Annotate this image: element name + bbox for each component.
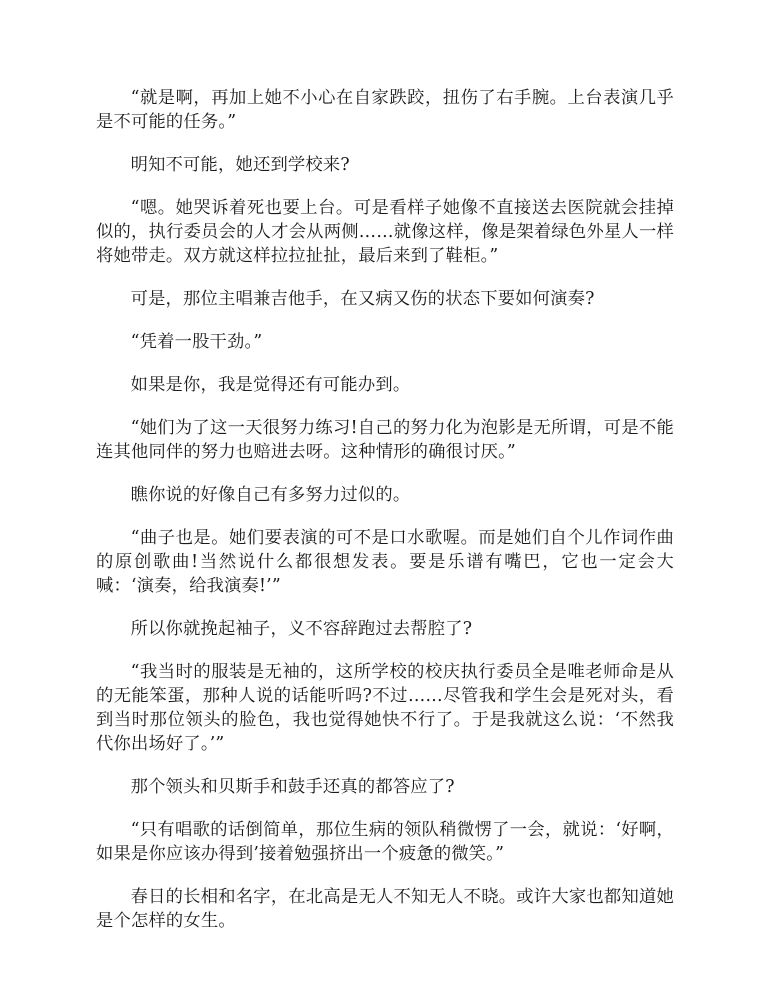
paragraph: 明知不可能，她还到学校来? xyxy=(130,155,350,175)
paragraph: 瞧你说的好像自己有多努力过似的。 xyxy=(130,485,411,505)
paragraph: 所以你就挽起袖子，义不容辞跑过去帮腔了? xyxy=(130,619,473,639)
paragraph: “我当时的服装是无袖的，这所学校的校庆执行委员全是唯老师命是从的无能笨蛋，那种人说的话能听吗?不过……尽管我和学生会是死对头，看到当时那位领头的脸色，我也觉得她快不行了。于是我就这么说：‘不然我代你出场好了。’” xyxy=(96,662,674,754)
paragraph: “只有唱歌的话倒简单，那位生病的领队稍微愣了一会，就说：‘好啊，如果是你应该办得到’接着勉强挤出一个疲惫的微笑。” xyxy=(96,820,674,864)
paragraph: “她们为了这一天很努力练习!自己的努力化为泡影是无所谓，可是不能连其他同伴的努力也赔进去呀。这种情形的确很讨厌。” xyxy=(96,418,674,462)
paragraph: “凭着一股干劲。” xyxy=(130,332,263,352)
paragraph: “就是啊，再加上她不小心在自家跌跤，扭伤了右手腕。上台表演几乎是不可能的任务。” xyxy=(96,88,674,132)
paragraph: 春日的长相和名字，在北高是无人不知无人不晓。或许大家也都知道她是个怎样的女生。 xyxy=(96,887,674,931)
paragraph: 可是，那位主唱兼吉他手，在又病又伤的状态下要如何演奏? xyxy=(130,289,595,309)
text-column xyxy=(96,86,674,952)
paragraph: 如果是你，我是觉得还有可能办到。 xyxy=(130,375,411,395)
paragraph: “嗯。她哭诉着死也要上台。可是看样子她像不直接送去医院就会挂掉似的，执行委员会的人才会从两侧……就像这样，像是架着绿色外星人一样将她带走。双方就这样拉拉扯扯，最后来到了鞋柜。” xyxy=(96,198,674,266)
paragraph: 那个领头和贝斯手和鼓手还真的都答应了? xyxy=(130,777,455,797)
paragraph: “曲子也是。她们要表演的可不是口水歌喔。而是她们自个儿作词作曲的原创歌曲!当然说什么都很想发表。要是乐谱有嘴巴，它也一定会大喊：‘演奏，给我演奏!’” xyxy=(96,528,674,596)
